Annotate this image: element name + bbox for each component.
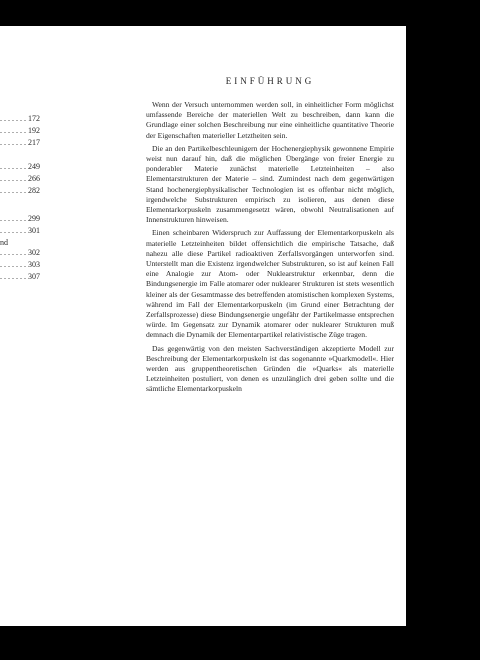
chapter-heading: EINFÜHRUNG bbox=[225, 76, 315, 86]
book-page bbox=[0, 26, 406, 626]
toc-entry: . . . . . . . 217 bbox=[0, 138, 40, 147]
table-of-contents-fragment bbox=[0, 26, 60, 626]
toc-entry: . . . . . . . 302 bbox=[0, 248, 40, 257]
toc-entry: . . . . . . . 303 bbox=[0, 260, 40, 269]
body-paragraph: Einen scheinbaren Widerspruch zur Auffassung der Elementarkorpuskeln als materielle Letzteinheiten bildet offensichtlich die empirische Tatsache, daß nahezu alle diese Partikel radioaktiven Zerfallsvorgängen unterworfen sind. Unterstellt man die Existenz irgendwelcher Substrukturen, so ist auf keinen Fall eine Analogie zur Atom- oder Nuklearstruktur erkennbar, denn die Bindungsenergie im Falle atomarer oder nuklearer Strukturen ist stets wesentlich kleiner als der Gesamtmasse des betreffenden atomistischen komplexen Systems, während im Fall der Elementarkorpuskeln (im Grund einer Betrachtung der Zerfallsprozesse) diese Bindungsenergie ungefähr der Partikelmasse entsprechen würde. Im Gegensatz zur Dynamik atomarer oder nuklearer Strukturen muß demnach die Dynamik der Elementarpartikel relativistische Züge tragen. bbox=[146, 228, 394, 340]
toc-entry: . . . . . . . 301 bbox=[0, 226, 40, 235]
toc-entry: . . . . . . . 307 bbox=[0, 272, 40, 281]
toc-entry: . . . . . . . 299 bbox=[0, 214, 40, 223]
chapter-content bbox=[146, 76, 394, 398]
body-paragraph: Die an den Partikelbeschleunigern der Hochenergiephysik gewonnene Empirie weist nun darauf hin, daß die möglichen Übergänge von freier Energie zu ponderabler Materie zunächst materielle Letzteinheiten – also Elementarstrukturen der Materie – sind. Zumindest nach dem gegenwärtigen Stand hochenergiephysikalischer Technologien ist es offenbar nicht möglich, irgendwelche Substrukturen empirisch zu isolieren, aus denen diese Elementarkorpuskeln zusammengesetzt wären, obwohl Neutralisationen auf Innenstrukturen hinweisen. bbox=[146, 143, 394, 225]
toc-entry: . . . . . . . 266 bbox=[0, 174, 40, 183]
toc-entry: . . . . . . . 282 bbox=[0, 186, 40, 195]
toc-entry: . . . . . . . 192 bbox=[0, 126, 40, 135]
body-paragraph: Wenn der Versuch unternommen werden soll, in einheitlicher Form möglichst umfassende Bereiche der materiellen Welt zu beschreiben, dann kann die Grundlage einer solchen Beschreibung nur eine einheitliche quantitative Theorie der Eigenschaften materieller Letztheiten sein. bbox=[146, 100, 394, 140]
body-paragraph: Das gegenwärtig von den meisten Sachverständigen akzeptierte Modell zur Beschreibung der Elementarkorpuskeln ist das sogenannte »Quarkmodell«. Hier werden aus gruppentheoretischen Gründen die »Quarks« als materielle Letzteinheiten postuliert, von denen es unzulänglich drei geben sollte und die sämtliche Elementarkorpuskeln bbox=[146, 343, 394, 394]
toc-entry: . . . . . . . 172 bbox=[0, 114, 40, 123]
toc-entry: nd bbox=[0, 238, 8, 247]
toc-entry: . . . . . . . 249 bbox=[0, 162, 40, 171]
